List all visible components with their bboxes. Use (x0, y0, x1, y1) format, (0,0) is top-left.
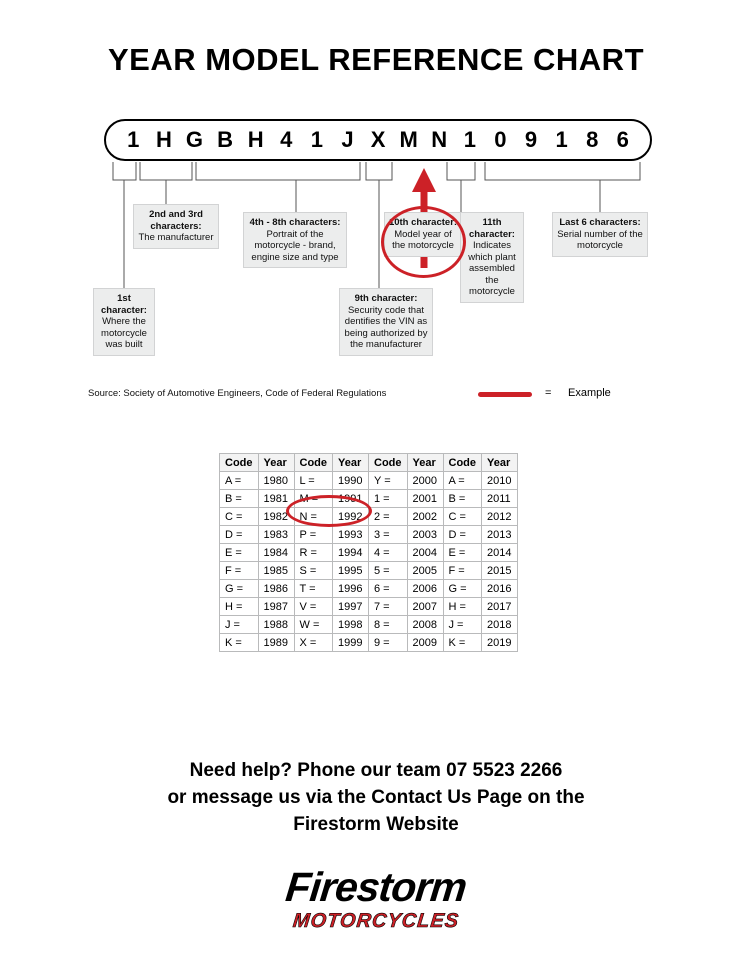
table-header-cell: Year (407, 454, 443, 472)
table-cell: 1982 (258, 508, 294, 526)
table-row (220, 526, 518, 544)
year-code-table (219, 453, 518, 652)
table-cell: 1980 (258, 472, 294, 490)
table-cell: 2012 (482, 508, 518, 526)
table-cell: M = (294, 490, 333, 508)
table-cell: J = (220, 616, 259, 634)
table-cell: 1994 (333, 544, 369, 562)
table-header-row (220, 454, 518, 472)
note-body: The manufacturer (138, 232, 214, 243)
table-cell: 1996 (333, 580, 369, 598)
table-cell: 5 = (369, 562, 408, 580)
table-header-cell: Code (443, 454, 482, 472)
table-header-cell: Code (294, 454, 333, 472)
table-cell: Y = (369, 472, 408, 490)
table-cell: 1995 (333, 562, 369, 580)
table-row (220, 562, 518, 580)
table-cell: T = (294, 580, 333, 598)
vin-char: 8 (586, 127, 599, 152)
legend-equals-sign: = (545, 387, 552, 399)
page-title: YEAR MODEL REFERENCE CHART (107, 42, 645, 77)
table-cell: 7 = (369, 598, 408, 616)
table-cell: 9 = (369, 634, 408, 652)
vin-char: 1 (555, 127, 568, 152)
table-row (220, 634, 518, 652)
table-cell: 2014 (482, 544, 518, 562)
table-cell: R = (294, 544, 333, 562)
table-header-cell: Year (333, 454, 369, 472)
note-body: Security code that dentifies the VIN as being authorized by the manufacturer (344, 304, 428, 350)
table-cell: 1992 (333, 508, 369, 526)
note-last-6-characters (552, 212, 648, 257)
vin-char: 1 (310, 127, 323, 152)
table-cell: 1990 (333, 472, 369, 490)
note-heading: 2nd and 3rd characters: (149, 209, 203, 232)
note-body: Indicates which plant assembled the motorcycle (468, 240, 516, 297)
table-cell: 1987 (258, 598, 294, 616)
vin-char: G (185, 127, 204, 152)
table-cell: 1988 (258, 616, 294, 634)
note-body: Serial number of the motorcycle (557, 228, 643, 251)
vin-char: 9 (524, 127, 538, 152)
table-cell: 2001 (407, 490, 443, 508)
source-note: Source: Society of Automotive Engineers, Code of Federal Regulations (88, 388, 387, 399)
table-cell: G = (220, 580, 259, 598)
table-header-cell: Year (482, 454, 518, 472)
note-heading: 10th character: (388, 217, 458, 228)
table-cell: 2015 (482, 562, 518, 580)
vin-char: 0 (494, 127, 507, 152)
table-cell: 2000 (407, 472, 443, 490)
table-cell: 2019 (482, 634, 518, 652)
table-cell: G = (443, 580, 482, 598)
note-heading: 1st character: (101, 293, 147, 316)
table-cell: V = (294, 598, 333, 616)
table-cell: E = (220, 544, 259, 562)
table-cell: K = (443, 634, 482, 652)
footer-line-2: or message us via the Contact Us Page on the (167, 787, 585, 808)
table-cell: 2010 (482, 472, 518, 490)
footer-line-1: Need help? Phone our team 07 5523 2266 (189, 760, 563, 781)
footer-contact (0, 757, 752, 838)
table-cell: 2016 (482, 580, 518, 598)
vin-char: X (370, 127, 386, 152)
table-cell: C = (220, 508, 259, 526)
table-cell: 1981 (258, 490, 294, 508)
legend-example-swatch (478, 392, 532, 397)
firestorm-logo (196, 862, 556, 934)
note-body: Where the motorcycle was built (101, 316, 147, 350)
table-cell: 2008 (407, 616, 443, 634)
table-cell: B = (443, 490, 482, 508)
table-cell: 1 = (369, 490, 408, 508)
note-heading: 9th character: (354, 293, 418, 304)
legend-example-label: Example (568, 387, 611, 399)
table-cell: 2007 (407, 598, 443, 616)
table-cell: 3 = (369, 526, 408, 544)
table-cell: 1993 (333, 526, 369, 544)
table-cell: H = (443, 598, 482, 616)
table-cell: D = (443, 526, 482, 544)
table-cell: A = (443, 472, 482, 490)
vin-char: 4 (280, 127, 293, 152)
table-row (220, 598, 518, 616)
note-heading: 4th - 8th characters: (249, 217, 341, 228)
table-cell: 6 = (369, 580, 408, 598)
logo-wordmark: Firestorm (283, 864, 469, 910)
vin-char: 1 (463, 127, 476, 152)
table-cell: 2002 (407, 508, 443, 526)
table-cell: B = (220, 490, 259, 508)
table-cell: 1989 (258, 634, 294, 652)
vin-char: H (155, 127, 172, 152)
note-9th-character (339, 288, 433, 356)
table-cell: 1991 (333, 490, 369, 508)
table-cell: 2005 (407, 562, 443, 580)
vin-char: 1 (127, 127, 140, 152)
note-11th-character (460, 212, 524, 303)
table-row (220, 544, 518, 562)
table-cell: A = (220, 472, 259, 490)
table-cell: 2004 (407, 544, 443, 562)
vin-char: B (217, 127, 234, 152)
table-cell: K = (220, 634, 259, 652)
vin-char: M (399, 127, 418, 152)
note-heading: Last 6 characters: (559, 217, 641, 228)
table-cell: 1986 (258, 580, 294, 598)
table-cell: F = (220, 562, 259, 580)
table-cell: D = (220, 526, 259, 544)
vin-char: J (341, 127, 354, 152)
table-cell: 2011 (482, 490, 518, 508)
table-cell: 2018 (482, 616, 518, 634)
table-cell: 2009 (407, 634, 443, 652)
table-cell: W = (294, 616, 333, 634)
table-cell: 2003 (407, 526, 443, 544)
vin-string (104, 119, 652, 161)
highlight-ellipse-vin-10th (381, 206, 466, 278)
note-1st-character (93, 288, 155, 356)
highlight-ellipse-table-m-1991 (286, 495, 372, 527)
table-cell: L = (294, 472, 333, 490)
table-cell: F = (443, 562, 482, 580)
note-2nd-3rd-characters (133, 204, 219, 249)
table-header-cell: Code (369, 454, 408, 472)
table-header-cell: Code (220, 454, 259, 472)
table-cell: N = (294, 508, 333, 526)
note-4th-8th-characters (243, 212, 347, 268)
vin-char: 6 (616, 127, 629, 152)
table-cell: 1984 (258, 544, 294, 562)
table-cell: X = (294, 634, 333, 652)
table-cell: 2013 (482, 526, 518, 544)
table-cell: S = (294, 562, 333, 580)
note-heading: 11th character: (469, 217, 515, 240)
table-cell: 1999 (333, 634, 369, 652)
table-cell: C = (443, 508, 482, 526)
table-cell: 2 = (369, 508, 408, 526)
vin-char: N (431, 127, 448, 152)
table-header-cell: Year (258, 454, 294, 472)
table-cell: 1998 (333, 616, 369, 634)
vin-char: H (247, 127, 264, 152)
table-row (220, 580, 518, 598)
table-row (220, 616, 518, 634)
table-cell: 2017 (482, 598, 518, 616)
table-cell: 2006 (407, 580, 443, 598)
note-body: Model year of the motorcycle (392, 228, 454, 251)
table-cell: 1983 (258, 526, 294, 544)
table-cell: E = (443, 544, 482, 562)
table-cell: 8 = (369, 616, 408, 634)
table-cell: J = (443, 616, 482, 634)
footer-line-3: Firestorm Website (293, 814, 459, 835)
note-body: Portrait of the motorcycle - brand, engine size and type (251, 228, 339, 263)
table-cell: 1985 (258, 562, 294, 580)
table-cell: 1997 (333, 598, 369, 616)
table-row (220, 472, 518, 490)
table-cell: 4 = (369, 544, 408, 562)
table-cell: P = (294, 526, 333, 544)
logo-subtitle: MOTORCYCLES (291, 910, 461, 932)
table-cell: H = (220, 598, 259, 616)
